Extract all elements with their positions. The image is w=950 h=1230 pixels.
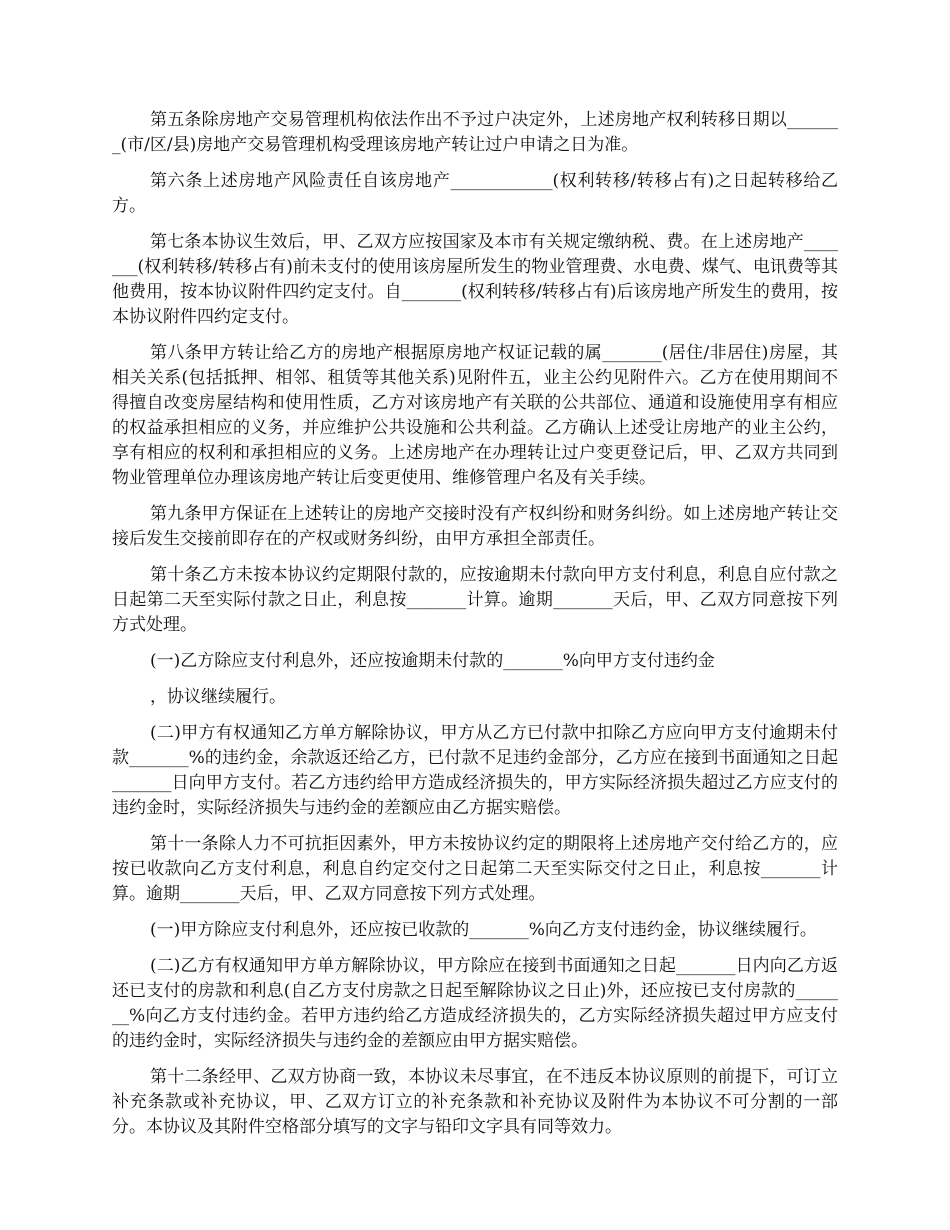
article-8-paragraph: 第八条甲方转让给乙方的房地产根据原房地产权证记载的属_______(居住/非居住)房屋，其相关关系(包括抵押、相邻、租赁等其他关系)见附件五，业主公约见附件六。乙方在使用期间不得擅自改变房屋结构和使用性质，乙方对该房地产有关联的公共部位、通道和设施使用享有相应的权益承担相应的义务，并应维护公共设施和公共利益。乙方确认上述受让房地产的业主公约，享有相应的权利和承担相应的义务。上述房地产在办理转让过户变更登记后，甲、乙双方共同到物业管理单位办理该房地产转让后变更使用、维修管理户名及有关手续。 bbox=[112, 343, 838, 488]
article-10-option-1: (一)乙方除应支付利息外，还应按逾期未付款的_______%向甲方支付违约金 bbox=[150, 651, 715, 671]
article-11-option-1: (一)甲方除应支付利息外，还应按已收款的_______%向乙方支付违约金，协议继续履行。 bbox=[150, 920, 817, 940]
article-11-option-2: (二)乙方有权通知甲方单方解除协议，甲方除应在接到书面通知之日起_______日内向乙方返还已支付的房款和利息(自乙方支付房款之日起至解除协议之日止)外，还应按已支付房款的_______%向乙方支付违约金。若甲方违约给乙方造成经济损失的，乙方实际经济损失超过甲方应支付的违约金时，实际经济损失与违约金的差额应由甲方据实赔偿。 bbox=[112, 956, 838, 1051]
article-7-paragraph: 第七条本协议生效后，甲、乙双方应按国家及本市有关规定缴纳税、费。在上述房地产_______(权利转移/转移占有)前未支付的使用该房屋所发生的物业管理费、水电费、煤气、电讯费等其他费用，按本协议附件四约定支付。自_______(权利转移/转移占有)后该房地产所发生的费用，按本协议附件四约定支付。 bbox=[112, 232, 838, 327]
article-12-paragraph: 第十二条经甲、乙双方协商一致，本协议未尽事宜，在不违反本协议原则的前提下，可订立补充条款或补充协议，甲、乙双方订立的补充条款和补充协议及附件为本协议不可分割的一部分。本协议及其附件空格部分填写的文字与铅印文字具有同等效力。 bbox=[112, 1067, 838, 1137]
article-10-paragraph: 第十条乙方未按本协议约定期限付款的，应按逾期未付款向甲方支付利息，利息自应付款之日起第二天至实际付款之日止，利息按_______计算。逾期_______天后，甲、乙双方同意按下列方式处理。 bbox=[112, 565, 838, 635]
article-10-option-1-continuation: ，协议继续履行。 bbox=[150, 687, 286, 707]
article-9-paragraph: 第九条甲方保证在上述转让的房地产交接时没有产权纠纷和财务纠纷。如上述房地产转让交接后发生交接前即存在的产权或财务纠纷，由甲方承担全部责任。 bbox=[112, 504, 838, 549]
article-11-paragraph: 第十一条除人力不可抗拒因素外，甲方未按协议约定的期限将上述房地产交付给乙方的，应按已收款向乙方支付利息，利息自约定交付之日起第二天至实际交付之日止，利息按_______计算。逾期_______天后，甲、乙双方同意按下列方式处理。 bbox=[112, 834, 838, 904]
article-5-paragraph: 第五条除房地产交易管理机构依法作出不予过户决定外，上述房地产权利转移日期以_______(市/区/县)房地产交易管理机构受理该房地产转让过户申请之日为准。 bbox=[112, 110, 838, 155]
article-10-option-2: (二)甲方有权通知乙方单方解除协议，甲方从乙方已付款中扣除乙方应向甲方支付逾期未付款_______%的违约金，余款返还给乙方，已付款不足违约金部分，乙方应在接到书面通知之日起_______日向甲方支付。若乙方违约给甲方造成经济损失的，甲方实际经济损失超过乙方应支付的违约金时，实际经济损失与违约金的差额应由乙方据实赔偿。 bbox=[112, 723, 838, 818]
article-6-paragraph: 第六条上述房地产风险责任自该房地产____________(权利转移/转移占有)之日起转移给乙方。 bbox=[112, 171, 838, 216]
document-page bbox=[112, 108, 838, 1151]
